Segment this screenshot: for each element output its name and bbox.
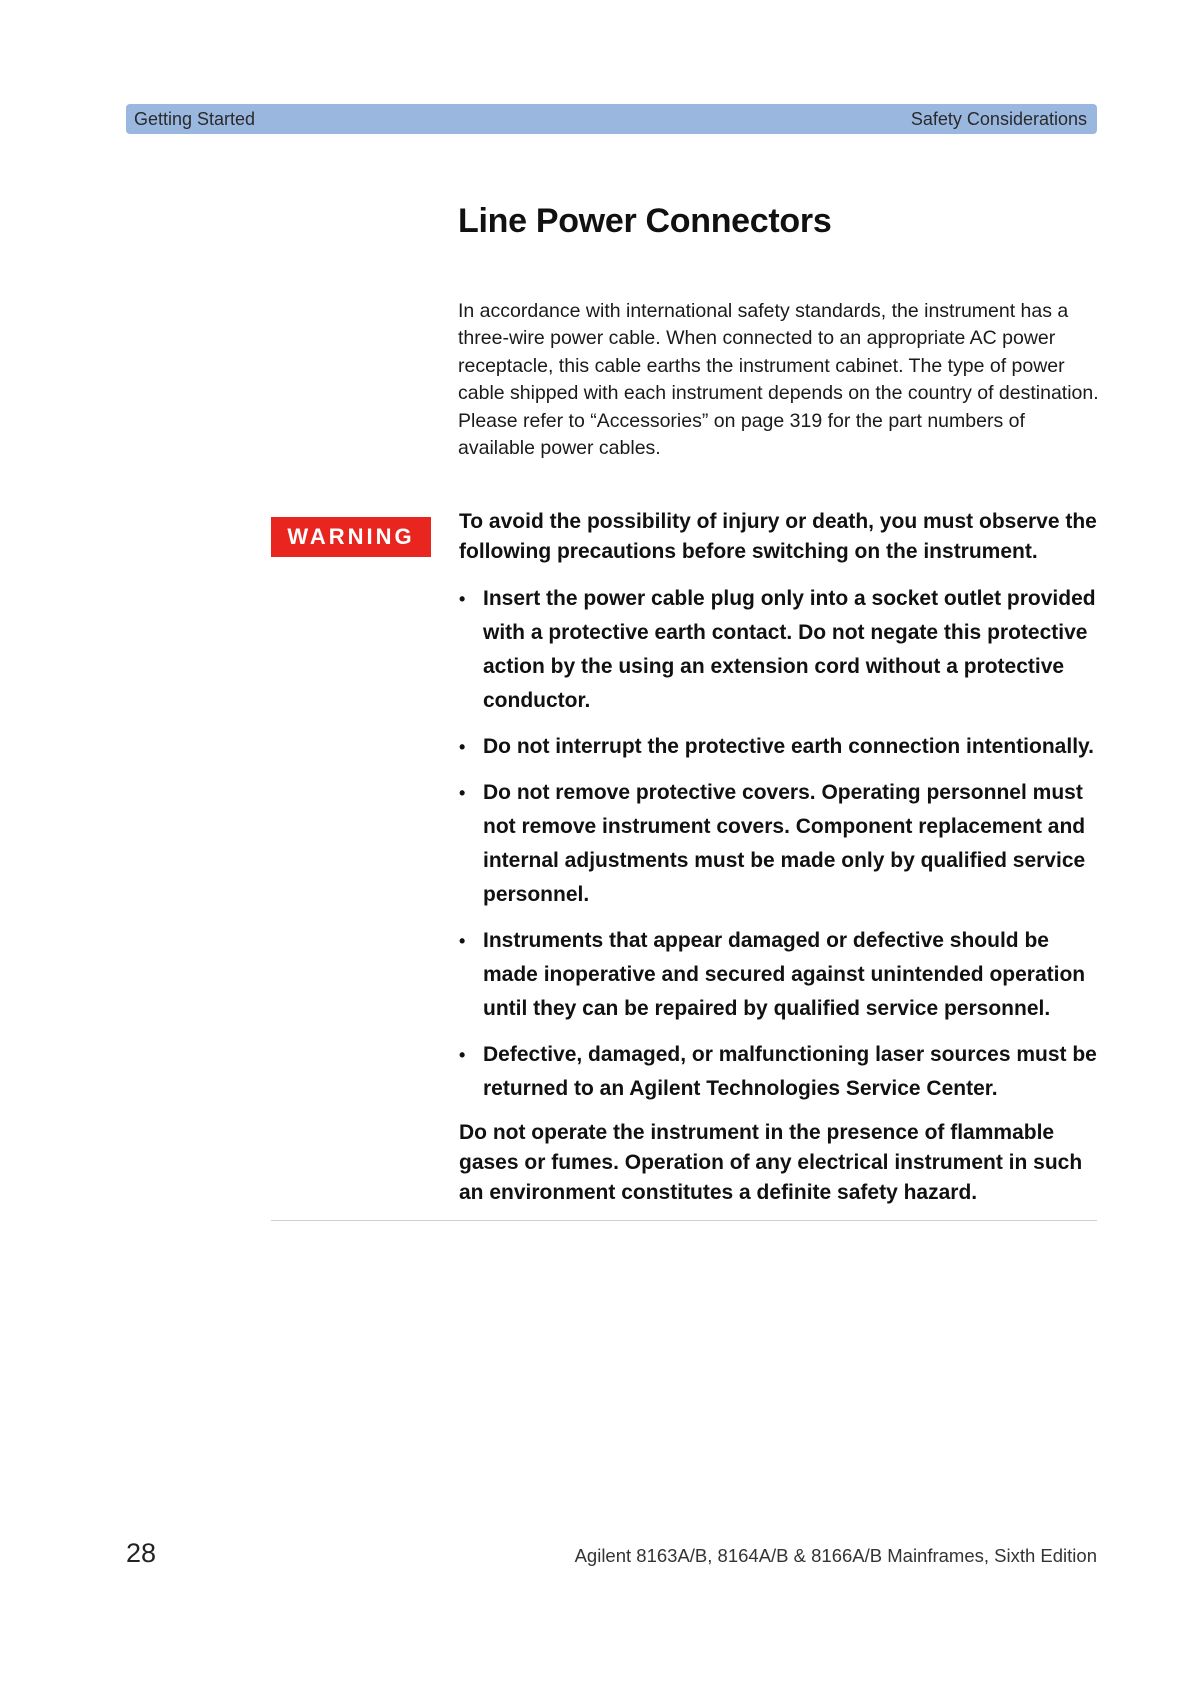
- warning-item: [459, 730, 1104, 764]
- warning-lead: To avoid the possibility of injury or death, you must observe the following precautions before switching on the instrument.: [459, 510, 1097, 563]
- page-title: Line Power Connectors: [458, 202, 832, 240]
- warning-item: [459, 1038, 1104, 1106]
- warning-item: [459, 924, 1104, 1026]
- intro-paragraph: In accordance with international safety standards, the instrument has a three-wire power cable. When connected to an appropriate AC power receptacle, this cable earths the instrument cabinet. The type of power cable shipped with each instrument depends on the country of destination. Please refer to “Accessories” on page 319 for the part numbers of available power cables.: [458, 300, 1099, 460]
- section-divider: [271, 1220, 1097, 1221]
- warning-tail: Do not operate the instrument in the presence of flammable gases or fumes. Operation of any electrical instrument in such an environment constitutes a definite safety hazard.: [459, 1121, 1083, 1204]
- warning-item: [459, 582, 1104, 718]
- warning-list: [459, 582, 1104, 1106]
- warning-item-text: Instruments that appear damaged or defective should be made inoperative and secured against unintended operation until they can be repaired by qualified service personnel.: [483, 929, 1086, 1020]
- bullet-icon: •: [459, 737, 466, 757]
- warning-label: WARNING: [271, 517, 431, 557]
- warning-item: [459, 776, 1104, 912]
- warning-item-text: Defective, damaged, or malfunctioning laser sources must be returned to an Agilent Technologies Service Center.: [483, 1043, 1097, 1100]
- warning-item-text: Do not remove protective covers. Operating personnel must not remove instrument covers. Component replacement and internal adjustments must be made only by qualified service personnel.: [483, 781, 1086, 906]
- header-section: Safety Considerations: [910, 109, 1087, 129]
- warning-item-text: Do not interrupt the protective earth connection intentionally.: [483, 735, 1094, 758]
- footer-document-title: Agilent 8163A/B, 8164A/B & 8166A/B Mainframes, Sixth Edition: [574, 1545, 1097, 1566]
- bullet-icon: •: [459, 1045, 466, 1065]
- warning-item-text: Insert the power cable plug only into a socket outlet provided with a protective earth contact. Do not negate this protective action by the using an extension cord without a protective conductor.: [483, 587, 1096, 712]
- running-header: [126, 104, 1097, 134]
- bullet-icon: •: [459, 783, 466, 803]
- warning-body: [459, 507, 1104, 1208]
- header-chapter: Getting Started: [134, 109, 256, 129]
- bullet-icon: •: [459, 931, 466, 951]
- bullet-icon: •: [459, 589, 466, 609]
- page-number: 28: [126, 1538, 157, 1568]
